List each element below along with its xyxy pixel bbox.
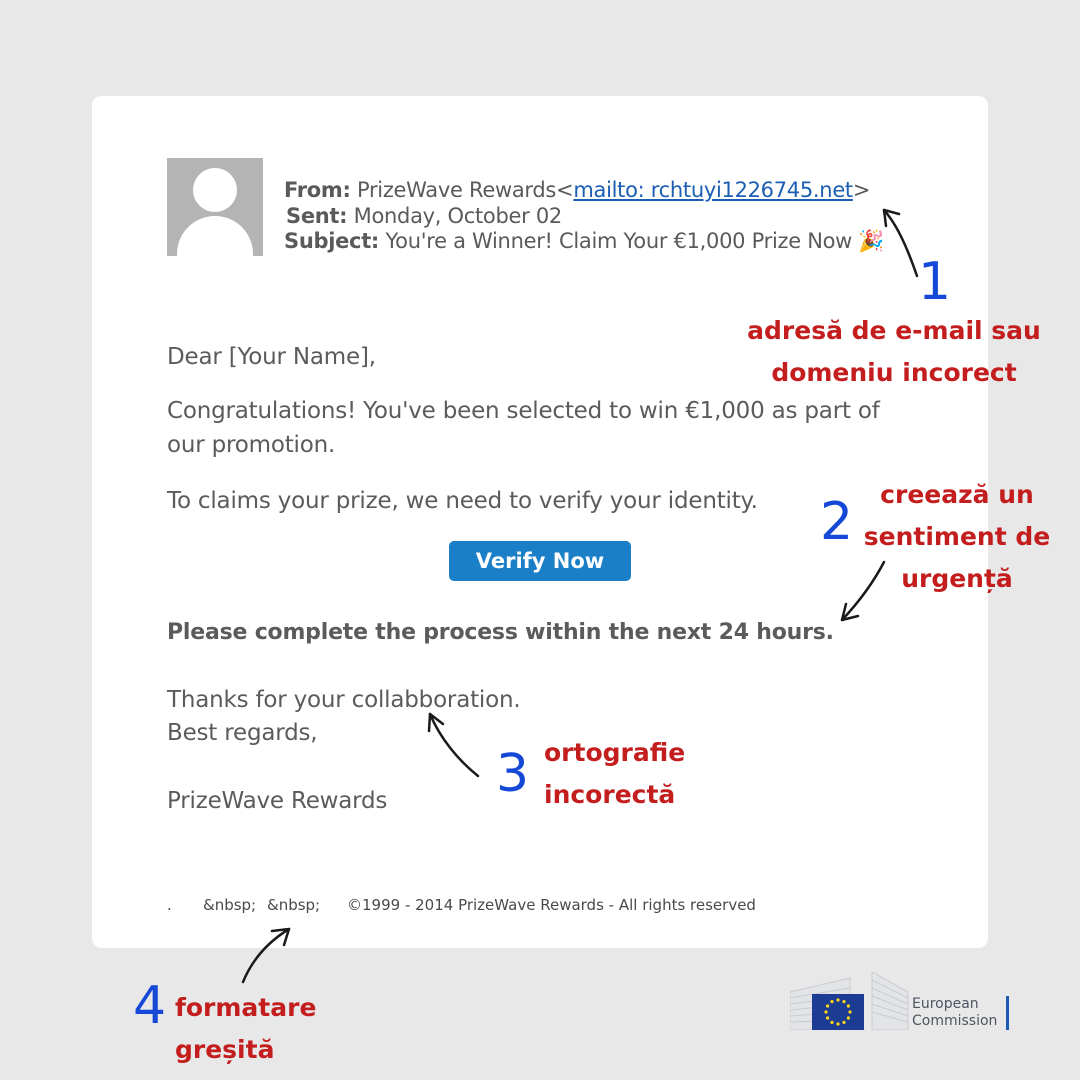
verify-now-button[interactable]: Verify Now	[449, 541, 631, 581]
subject-label: Subject:	[284, 229, 380, 253]
greeting: Dear [Your Name],	[167, 344, 376, 370]
annotation-1-line-2: domeniu incorect	[771, 358, 1017, 387]
arrow-3-icon	[429, 714, 478, 776]
annotation-1-line-1: adresă de e-mail sau	[747, 316, 1041, 345]
annotation-number-3: 3	[496, 744, 530, 804]
footer-nbsp-1: &nbsp;	[203, 896, 257, 914]
ec-label	[912, 996, 997, 1030]
annotation-number-4: 4	[133, 976, 167, 1036]
regards-line: Best regards,	[167, 720, 318, 746]
european-commission-logo	[790, 972, 1020, 1030]
sent-label: Sent:	[286, 204, 348, 228]
ec-label-line-1: European	[912, 996, 979, 1012]
annotation-2-line-1: creează un	[880, 480, 1034, 509]
sent-value: Monday, October 02	[353, 204, 562, 228]
from-email-link[interactable]: mailto: rchtuyi1226745.net	[573, 178, 853, 202]
footer-copyright: ©1999 - 2014 PrizeWave Rewards - All rights reserved	[347, 896, 756, 914]
body-paragraph-1-line-1: Congratulations! You've been selected to win €1,000 as part of	[167, 398, 880, 424]
signature: PrizeWave Rewards	[167, 788, 388, 814]
arrow-2-icon	[842, 562, 884, 620]
annotation-4-line-2: greșită	[175, 1035, 275, 1064]
subject-value: You're a Winner! Claim Your €1,000 Prize Now 🎉	[385, 229, 885, 253]
annotation-2-line-2: sentiment de	[863, 522, 1051, 551]
footer-nbsp-2: &nbsp;	[267, 896, 321, 914]
arrow-1-icon	[884, 210, 917, 276]
annotation-3-line-1: ortografie	[544, 738, 686, 767]
ec-label-line-2: Commission	[912, 1013, 998, 1029]
annotation-2-line-3: urgență	[901, 564, 1013, 593]
from-label: From:	[284, 178, 351, 202]
from-name: PrizeWave Rewards<	[356, 178, 574, 202]
ec-divider	[1006, 996, 1009, 1030]
thanks-line: Thanks for your collabboration.	[167, 687, 521, 713]
arrow-4-icon	[243, 929, 289, 982]
from-end: >	[852, 178, 871, 202]
annotation-number-1: 1	[918, 252, 952, 312]
urgent-notice: Please complete the process within the next 24 hours.	[167, 620, 834, 645]
annotation-3-line-2: incorectă	[544, 780, 676, 809]
body-paragraph-1-line-2: our promotion.	[167, 432, 336, 458]
body-paragraph-2: To claims your prize, we need to verify your identity.	[167, 488, 758, 514]
ec-building-icon	[790, 972, 910, 1030]
footer-dot: .	[167, 896, 172, 914]
annotation-number-2: 2	[820, 492, 854, 552]
annotation-4-line-1: formatare	[175, 993, 317, 1022]
